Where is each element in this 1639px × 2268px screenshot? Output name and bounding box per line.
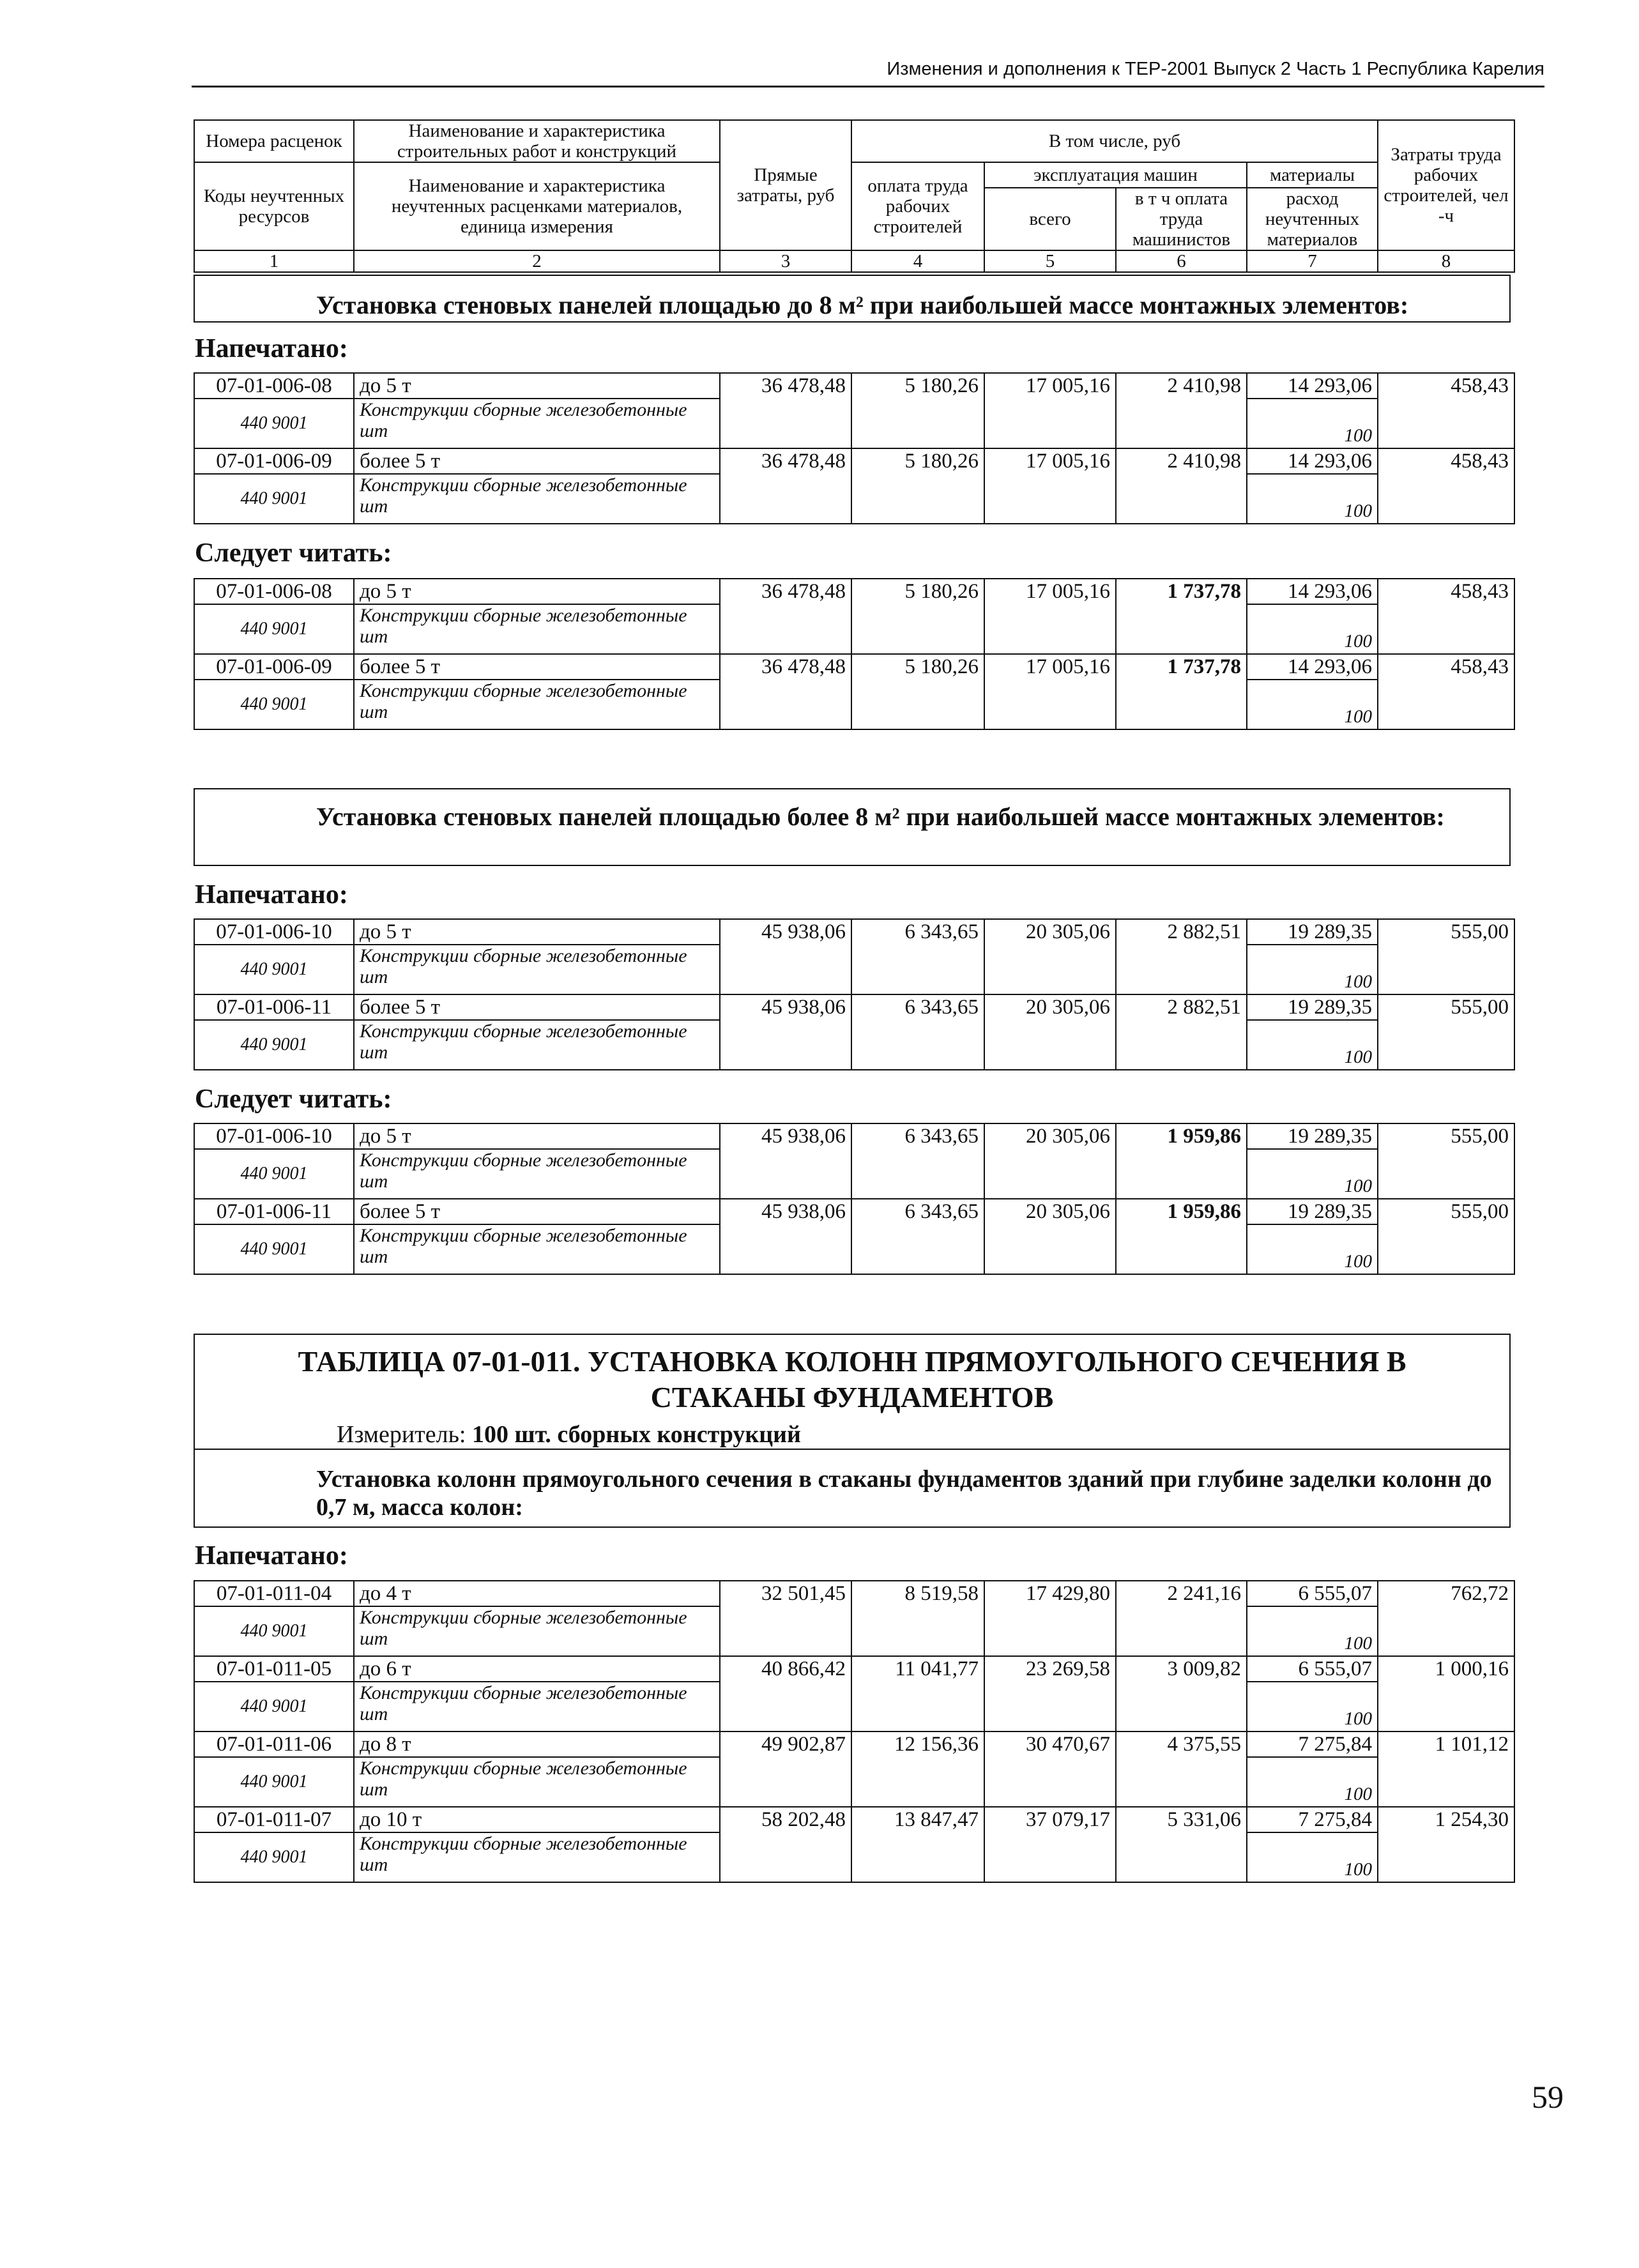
worker-pay-value: 5 180,26 (851, 654, 984, 729)
work-name: до 5 т (354, 373, 720, 399)
resource-code: 440 9001 (194, 604, 354, 654)
col-direct-costs: Прямые затраты, руб (720, 120, 851, 250)
operator-pay-value: 1 737,78 (1116, 654, 1247, 729)
operator-pay-value: 1 959,86 (1116, 1123, 1247, 1199)
resource-code: 440 9001 (194, 1757, 354, 1807)
col-num-6: 6 (1116, 250, 1247, 272)
direct-costs-value: 36 478,48 (720, 373, 851, 448)
rate-code: 07-01-011-06 (194, 1731, 354, 1757)
resource-code: 440 9001 (194, 680, 354, 729)
work-name: до 4 т (354, 1581, 720, 1606)
labor-costs-value: 458,43 (1378, 448, 1514, 524)
resource-name: Конструкции сборные железобетонные шт (354, 1224, 720, 1274)
table-row (194, 1656, 1514, 1682)
resource-name: Конструкции сборные железобетонные шт (354, 399, 720, 448)
worker-pay-value: 13 847,47 (851, 1807, 984, 1882)
worker-pay-value: 6 343,65 (851, 994, 984, 1070)
operator-pay-value: 2 882,51 (1116, 994, 1247, 1070)
material-cost-value: 6 555,07 (1247, 1656, 1378, 1682)
table011-title-box (194, 1334, 1511, 1450)
material-cost-value: 19 289,35 (1247, 1199, 1378, 1224)
worker-pay-value: 5 180,26 (851, 373, 984, 448)
machine-total-value: 17 429,80 (984, 1581, 1116, 1656)
resource-code: 440 9001 (194, 1682, 354, 1731)
table011-title-line2: СТАКАНЫ ФУНДАМЕНТОВ (650, 1381, 1054, 1413)
section2-printed-table (194, 918, 1515, 1070)
worker-pay-value: 6 343,65 (851, 919, 984, 994)
section2-title-box (194, 788, 1511, 866)
operator-pay-value: 2 241,16 (1116, 1581, 1247, 1656)
work-name: до 5 т (354, 579, 720, 604)
labor-costs-value: 1 101,12 (1378, 1731, 1514, 1807)
resource-name: Конструкции сборные железобетонные шт (354, 1020, 720, 1070)
col-num-3: 3 (720, 250, 851, 272)
work-name: до 10 т (354, 1807, 720, 1832)
direct-costs-value: 32 501,45 (720, 1581, 851, 1656)
material-quantity: 100 (1247, 399, 1378, 448)
rate-code: 07-01-006-08 (194, 579, 354, 604)
table011-subtitle: Установка колонн прямоугольного сечения в стаканы фундаментов зданий при глубине заделки колонн до 0,7 м, масса колон: (316, 1466, 1492, 1521)
worker-pay-value: 8 519,58 (851, 1581, 984, 1656)
resource-code: 440 9001 (194, 1224, 354, 1274)
resource-name: Конструкции сборные железобетонные шт (354, 1832, 720, 1882)
col-worker-pay: оплата труда рабочих строителей (851, 162, 984, 250)
work-name: более 5 т (354, 448, 720, 474)
column-header-table (194, 119, 1515, 273)
section1-corrected-label: Следует читать: (195, 538, 392, 568)
col-num-8: 8 (1378, 250, 1514, 272)
table011-meter (337, 1420, 801, 1449)
section2-printed-label: Напечатано: (195, 880, 348, 909)
resource-name: Конструкции сборные железобетонные шт (354, 1682, 720, 1731)
labor-costs-value: 555,00 (1378, 919, 1514, 994)
worker-pay-value: 5 180,26 (851, 579, 984, 654)
machine-total-value: 20 305,06 (984, 1199, 1116, 1274)
resource-name: Конструкции сборные железобетонные шт (354, 1149, 720, 1199)
material-cost-value: 14 293,06 (1247, 448, 1378, 474)
direct-costs-value: 36 478,48 (720, 448, 851, 524)
table011-subtitle-box (194, 1449, 1511, 1528)
direct-costs-value: 49 902,87 (720, 1731, 851, 1807)
resource-name: Конструкции сборные железобетонные шт (354, 604, 720, 654)
meter-label: Измеритель: (337, 1421, 466, 1448)
work-name: более 5 т (354, 1199, 720, 1224)
rate-code: 07-01-011-07 (194, 1807, 354, 1832)
running-header: Изменения и дополнения к ТЕР-2001 Выпуск 2 Часть 1 Республика Карелия (192, 59, 1544, 88)
table011-printed-label: Напечатано: (195, 1541, 348, 1571)
material-cost-value: 7 275,84 (1247, 1731, 1378, 1757)
work-name: до 6 т (354, 1656, 720, 1682)
machine-total-value: 23 269,58 (984, 1656, 1116, 1731)
section2-corrected-label: Следует читать: (195, 1085, 392, 1114)
table-row (194, 919, 1514, 945)
col-num-5: 5 (984, 250, 1116, 272)
operator-pay-value: 5 331,06 (1116, 1807, 1247, 1882)
machine-total-value: 20 305,06 (984, 994, 1116, 1070)
material-cost-value: 19 289,35 (1247, 919, 1378, 945)
material-quantity: 100 (1247, 945, 1378, 994)
section1-printed-label: Напечатано: (195, 334, 348, 363)
rate-code: 07-01-006-09 (194, 448, 354, 474)
col-num-7: 7 (1247, 250, 1378, 272)
worker-pay-value: 6 343,65 (851, 1199, 984, 1274)
rate-code: 07-01-011-04 (194, 1581, 354, 1606)
work-name: до 5 т (354, 919, 720, 945)
rate-code: 07-01-011-05 (194, 1656, 354, 1682)
section1-printed-table (194, 372, 1515, 524)
resource-code: 440 9001 (194, 945, 354, 994)
table-row (194, 1581, 1514, 1606)
material-quantity: 100 (1247, 1224, 1378, 1274)
col-work-name: Наименование и характеристика строительных работ и конструкций (354, 120, 720, 162)
machine-total-value: 17 005,16 (984, 654, 1116, 729)
table-row (194, 448, 1514, 474)
material-quantity: 100 (1247, 474, 1378, 524)
material-cost-value: 14 293,06 (1247, 654, 1378, 680)
table-row (194, 373, 1514, 399)
machine-total-value: 17 005,16 (984, 373, 1116, 448)
resource-code: 440 9001 (194, 1149, 354, 1199)
machine-total-value: 30 470,67 (984, 1731, 1116, 1807)
rate-code: 07-01-006-08 (194, 373, 354, 399)
material-quantity: 100 (1247, 1682, 1378, 1731)
resource-code: 440 9001 (194, 1606, 354, 1656)
work-name: более 5 т (354, 994, 720, 1020)
section2-corrected-table (194, 1123, 1515, 1275)
col-material-name: Наименование и характеристика неучтенных расценками материалов, единица измерения (354, 162, 720, 250)
material-quantity: 100 (1247, 680, 1378, 729)
worker-pay-value: 11 041,77 (851, 1656, 984, 1731)
operator-pay-value: 4 375,55 (1116, 1731, 1247, 1807)
col-machine-operation: эксплуатация машин (984, 162, 1247, 188)
rate-code: 07-01-006-10 (194, 919, 354, 945)
col-including: В том числе, руб (851, 120, 1378, 162)
material-cost-value: 14 293,06 (1247, 373, 1378, 399)
section1-title-box (194, 275, 1511, 323)
worker-pay-value: 12 156,36 (851, 1731, 984, 1807)
labor-costs-value: 458,43 (1378, 373, 1514, 448)
resource-name: Конструкции сборные железобетонные шт (354, 1606, 720, 1656)
resource-code: 440 9001 (194, 1020, 354, 1070)
direct-costs-value: 45 938,06 (720, 994, 851, 1070)
operator-pay-value: 2 410,98 (1116, 373, 1247, 448)
direct-costs-value: 36 478,48 (720, 579, 851, 654)
col-num-1: 1 (194, 250, 354, 272)
col-material-consumption: расход неучтенных материалов (1247, 188, 1378, 250)
machine-total-value: 17 005,16 (984, 579, 1116, 654)
worker-pay-value: 6 343,65 (851, 1123, 984, 1199)
material-cost-value: 7 275,84 (1247, 1807, 1378, 1832)
rate-code: 07-01-006-10 (194, 1123, 354, 1149)
material-quantity: 100 (1247, 1020, 1378, 1070)
rate-code: 07-01-006-09 (194, 654, 354, 680)
work-name: до 8 т (354, 1731, 720, 1757)
table011-title-line1: ТАБЛИЦА 07-01-011. УСТАНОВКА КОЛОНН ПРЯМОУГОЛЬНОГО СЕЧЕНИЯ В (298, 1345, 1406, 1378)
resource-name: Конструкции сборные железобетонные шт (354, 474, 720, 524)
labor-costs-value: 555,00 (1378, 994, 1514, 1070)
labor-costs-value: 458,43 (1378, 579, 1514, 654)
col-materials: материалы (1247, 162, 1378, 188)
col-operator-pay: в т ч оплата труда машинистов (1116, 188, 1247, 250)
direct-costs-value: 45 938,06 (720, 1123, 851, 1199)
section1-corrected-table (194, 578, 1515, 730)
table-row (194, 1199, 1514, 1224)
work-name: более 5 т (354, 654, 720, 680)
table-row (194, 1807, 1514, 1832)
table-row (194, 994, 1514, 1020)
labor-costs-value: 1 000,16 (1378, 1656, 1514, 1731)
rate-code: 07-01-006-11 (194, 1199, 354, 1224)
meter-value: 100 шт. сборных конструкций (472, 1421, 801, 1448)
material-quantity: 100 (1247, 1606, 1378, 1656)
resource-code: 440 9001 (194, 1832, 354, 1882)
labor-costs-value: 555,00 (1378, 1123, 1514, 1199)
direct-costs-value: 58 202,48 (720, 1807, 851, 1882)
col-rate-number: Номера расценок (194, 120, 354, 162)
resource-name: Конструкции сборные железобетонные шт (354, 1757, 720, 1807)
machine-total-value: 20 305,06 (984, 919, 1116, 994)
machine-total-value: 17 005,16 (984, 448, 1116, 524)
page-number: 59 (1532, 2079, 1564, 2115)
table011-printed-table (194, 1580, 1515, 1883)
material-cost-value: 19 289,35 (1247, 994, 1378, 1020)
rate-code: 07-01-006-11 (194, 994, 354, 1020)
col-num-4: 4 (851, 250, 984, 272)
operator-pay-value: 1 737,78 (1116, 579, 1247, 654)
col-resource-code: Коды неучтенных ресурсов (194, 162, 354, 250)
direct-costs-value: 36 478,48 (720, 654, 851, 729)
operator-pay-value: 2 410,98 (1116, 448, 1247, 524)
direct-costs-value: 45 938,06 (720, 1199, 851, 1274)
resource-name: Конструкции сборные железобетонные шт (354, 945, 720, 994)
table-row (194, 1123, 1514, 1149)
labor-costs-value: 458,43 (1378, 654, 1514, 729)
work-name: до 5 т (354, 1123, 720, 1149)
col-labor-costs: Затраты труда рабочих строителей, чел -ч (1378, 120, 1514, 250)
direct-costs-value: 45 938,06 (720, 919, 851, 994)
machine-total-value: 20 305,06 (984, 1123, 1116, 1199)
resource-code: 440 9001 (194, 399, 354, 448)
material-quantity: 100 (1247, 1832, 1378, 1882)
material-quantity: 100 (1247, 1757, 1378, 1807)
operator-pay-value: 1 959,86 (1116, 1199, 1247, 1274)
resource-code: 440 9001 (194, 474, 354, 524)
material-cost-value: 14 293,06 (1247, 579, 1378, 604)
section1-title: Установка стеновых панелей площадью до 8 м² при наибольшей массе монтажных элементов: (316, 291, 1409, 319)
worker-pay-value: 5 180,26 (851, 448, 984, 524)
labor-costs-value: 1 254,30 (1378, 1807, 1514, 1882)
table-row (194, 654, 1514, 680)
section2-title: Установка стеновых панелей площадью более 8 м² при наибольшей массе монтажных элементов: (316, 802, 1445, 831)
material-quantity: 100 (1247, 604, 1378, 654)
material-cost-value: 6 555,07 (1247, 1581, 1378, 1606)
machine-total-value: 37 079,17 (984, 1807, 1116, 1882)
material-quantity: 100 (1247, 1149, 1378, 1199)
direct-costs-value: 40 866,42 (720, 1656, 851, 1731)
material-cost-value: 19 289,35 (1247, 1123, 1378, 1149)
operator-pay-value: 3 009,82 (1116, 1656, 1247, 1731)
table-row (194, 1731, 1514, 1757)
col-num-2: 2 (354, 250, 720, 272)
labor-costs-value: 555,00 (1378, 1199, 1514, 1274)
table011-title (214, 1344, 1490, 1415)
col-machine-total: всего (984, 188, 1116, 250)
resource-name: Конструкции сборные железобетонные шт (354, 680, 720, 729)
table-row (194, 579, 1514, 604)
operator-pay-value: 2 882,51 (1116, 919, 1247, 994)
labor-costs-value: 762,72 (1378, 1581, 1514, 1656)
